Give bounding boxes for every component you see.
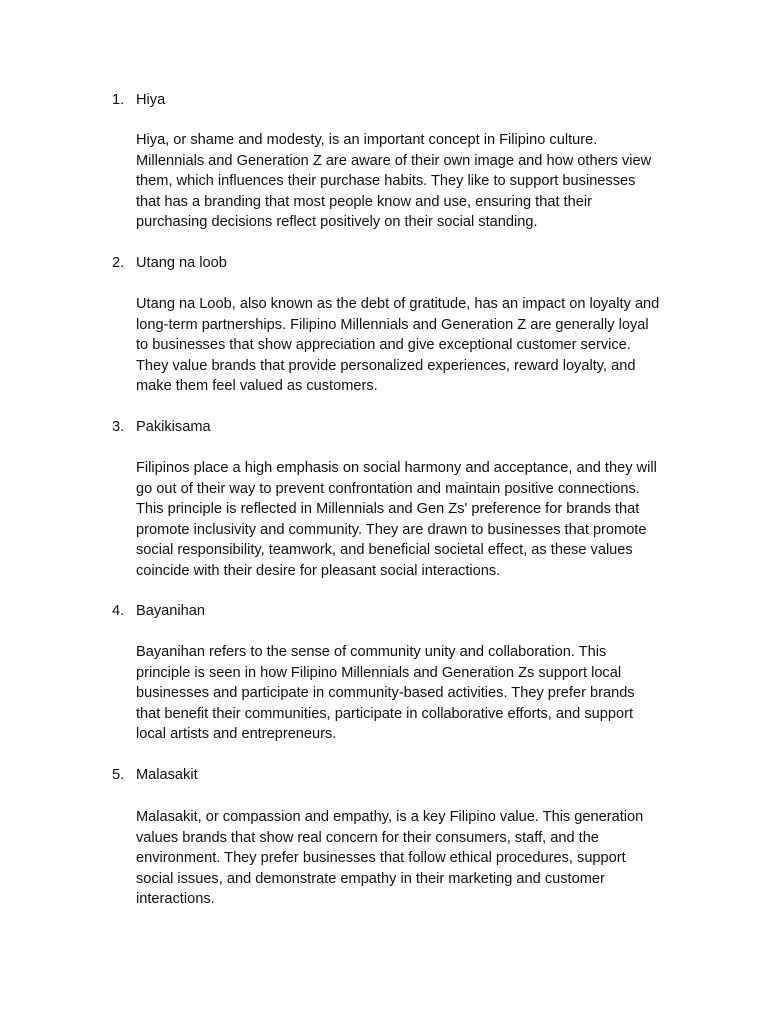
- list-item-number: 3.: [112, 419, 125, 435]
- paragraph-line: social issues, and demonstrate empathy in their marketing and customer: [136, 870, 605, 887]
- list-item-number: 5.: [112, 767, 125, 783]
- paragraph-line: make them feel valued as customers.: [136, 378, 378, 394]
- paragraph-line: promote inclusivity and community. They are drawn to businesses that promote: [136, 521, 647, 538]
- paragraph-line: Utang na Loob, also known as the debt of gratitude, has an impact on loyalty and: [136, 296, 660, 312]
- list-item-utang-na-loob: [0, 253, 768, 394]
- paragraph-line: go out of their way to prevent confrontation and maintain positive connections.: [136, 480, 640, 497]
- paragraph-line: principle is seen in how Filipino Millennials and Generation Zs support local: [136, 664, 622, 681]
- list-item-number: 4.: [112, 603, 125, 619]
- list-item-heading: [0, 601, 768, 622]
- paragraph-line: businesses and participate in community-based activities. They prefer brands: [136, 685, 635, 701]
- paragraph-line: environment. They prefer businesses that follow ethical procedures, support: [136, 850, 626, 866]
- list-item-paragraph: [136, 294, 684, 397]
- list-item-bayanihan: [0, 601, 768, 742]
- list-item-paragraph: [136, 458, 684, 581]
- paragraph-line: purchasing decisions reflect positively on their social standing.: [136, 214, 538, 230]
- paragraph-line: Filipinos place a high emphasis on social harmony and acceptance, and they will: [136, 460, 657, 476]
- list-item-number: 1.: [112, 92, 125, 108]
- list-item-title: Malasakit: [136, 767, 198, 783]
- list-item-hiya: [0, 90, 768, 230]
- list-item-paragraph: [136, 642, 684, 745]
- paragraph-line: that benefit their communities, participate in collaborative efforts, and support: [136, 705, 633, 722]
- paragraph-line: long-term partnerships. Filipino Millennials and Generation Z are generally loyal: [136, 316, 649, 333]
- list-item-title: Bayanihan: [136, 603, 205, 619]
- list-item-title: Utang na loob: [136, 255, 227, 271]
- paragraph-line: to businesses that show appreciation and give exceptional customer service.: [136, 337, 631, 353]
- list-item-paragraph: [136, 807, 684, 910]
- paragraph-line: interactions.: [136, 891, 215, 907]
- paragraph-line: values brands that show real concern for their consumers, staff, and the: [136, 829, 599, 846]
- list-item-pakikisama: [0, 417, 768, 579]
- list-item-paragraph: [136, 130, 684, 233]
- paragraph-line: coincide with their desire for pleasant social interactions.: [136, 562, 501, 579]
- paragraph-line: social responsibility, teamwork, and beneficial societal effect, as these values: [136, 542, 633, 558]
- paragraph-line: They value brands that provide personalized experiences, reward loyalty, and: [136, 357, 636, 374]
- paragraph-line: Hiya, or shame and modesty, is an important concept in Filipino culture.: [136, 132, 598, 148]
- list-item-number: 2.: [112, 255, 125, 271]
- paragraph-line: them, which influences their purchase habits. They like to support businesses: [136, 173, 636, 189]
- list-item-heading: [0, 417, 768, 438]
- paragraph-line: This principle is reflected in Millennials and Gen Zs' preference for brands that: [136, 501, 640, 517]
- paragraph-line: Bayanihan refers to the sense of community unity and collaboration. This: [136, 644, 607, 660]
- paragraph-line: Millennials and Generation Z are aware of their own image and how others view: [136, 152, 652, 169]
- list-item-heading: [0, 253, 768, 274]
- list-item-malasakit: [0, 765, 768, 907]
- list-item-title: Hiya: [136, 92, 166, 108]
- list-item-heading: [0, 90, 768, 111]
- list-item-heading: [0, 765, 768, 786]
- list-item-title: Pakikisama: [136, 419, 211, 435]
- paragraph-line: that has a branding that most people know and use, ensuring that their: [136, 193, 592, 210]
- paragraph-line: Malasakit, or compassion and empathy, is a key Filipino value. This generation: [136, 809, 644, 825]
- paragraph-line: local artists and entrepreneurs.: [136, 726, 337, 742]
